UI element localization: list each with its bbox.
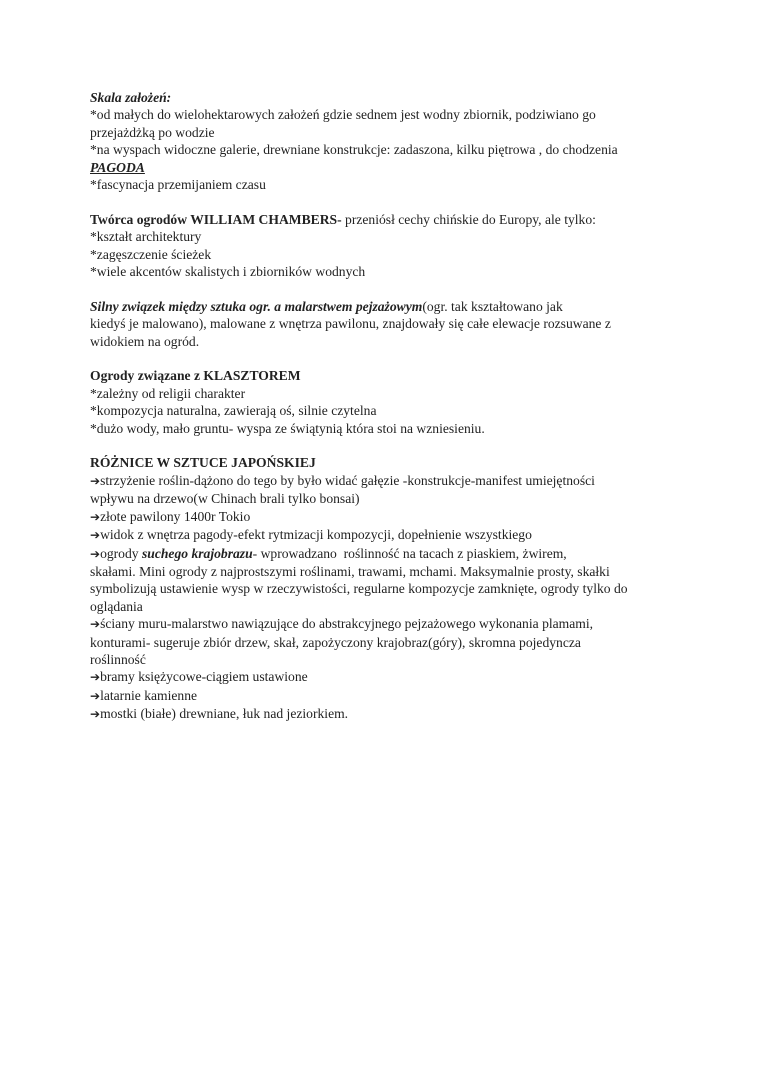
text-line: *kształt architektury — [90, 229, 202, 245]
paragraph-gap — [90, 193, 700, 210]
text-line: *zagęszczenie ścieżek — [90, 246, 212, 262]
list-item-text: mostki (białe) drewniane, łuk nad jeziorkiem. — [100, 706, 349, 722]
list-item — [90, 668, 700, 686]
text-line: kiedyś je malowano), malowane z wnętrza pawilonu, znajdowały się całe elewacje rozsuwane z — [90, 316, 611, 332]
list-item-text: latarnie kamienne — [100, 687, 198, 703]
text-line: oglądania — [90, 598, 143, 614]
arrow-icon: ➔ — [90, 546, 101, 561]
arrow-icon: ➔ — [90, 528, 101, 543]
section-monastery — [90, 367, 700, 437]
text-line: *wiele akcentów skalistych i zbiorników wodnych — [90, 264, 366, 280]
text-line: symbolizują ustawienie wysp w rzeczywistości, regularne kompozycje zamknięte, ogrody tylko do — [90, 581, 628, 597]
heading-rest: (ogr. tak kształtowano jak — [422, 298, 563, 314]
text-line: *dużo wody, mało gruntu- wyspa ze świątynią która stoi na wzniesieniu. — [90, 420, 485, 436]
list-item-text: ściany muru-malarstwo nawiązujące do abstrakcyjnego pejzażowego wykonania plamami, — [100, 616, 594, 632]
section-heading-line — [90, 298, 700, 315]
section-heading: Ogrody związane z KLASZTOREM — [90, 368, 301, 384]
arrow-icon: ➔ — [90, 688, 101, 703]
heading-rest: przeniósł cechy chińskie do Europy, ale tylko: — [341, 211, 596, 227]
list-item — [90, 687, 700, 705]
section-heading: Skala założeń: — [90, 90, 172, 105]
text-line: widokiem na ogród. — [90, 333, 200, 349]
arrow-icon: ➔ — [90, 707, 101, 722]
text-line: *na wyspach widoczne galerie, drewniane konstrukcje: zadaszona, kilku piętrowa , do chodzenia — [90, 142, 618, 158]
dry-landscape-term: suchego krajobrazu — [141, 545, 253, 561]
text-line: przejażdżką po wodzie — [90, 124, 215, 140]
list-item-text: ogrody — [100, 545, 142, 561]
section-heading-line — [90, 211, 700, 228]
paragraph-gap — [90, 350, 700, 367]
list-item — [90, 615, 700, 633]
text-line: skałami. Mini ogrody z najprostszymi roślinami, trawami, mchami. Maksymalnie prosty, skałki — [90, 563, 610, 579]
section-painting — [90, 298, 700, 350]
text-line: wpływu na drzewo(w Chinach brali tylko bonsai) — [90, 491, 360, 507]
paragraph-gap — [90, 437, 700, 454]
list-item-text: widok z wnętrza pagody-efekt rytmizacji kompozycji, dopełnienie wszystkiego — [100, 527, 532, 543]
arrow-icon: ➔ — [90, 670, 101, 685]
text-line: *kompozycja naturalna, zawierają oś, silnie czytelna — [90, 403, 377, 419]
section-chambers — [90, 211, 700, 281]
list-item-text: strzyżenie roślin-dążono do tego by było widać gałęzie -konstrukcje-manifest umiejętności — [100, 472, 595, 488]
list-item — [90, 705, 700, 723]
list-item — [90, 508, 700, 526]
pagoda-term: PAGODA — [90, 159, 145, 175]
section-heading: Silny związek między sztuka ogr. a malarstwem pejzażowym — [90, 298, 423, 314]
section-japanese-art — [90, 454, 700, 723]
text-line: *od małych do wielohektarowych założeń gdzie sednem jest wodny zbiornik, podziwiano go — [90, 107, 596, 123]
section-heading: Twórca ogrodów WILLIAM CHAMBERS- — [90, 211, 342, 227]
list-item — [90, 526, 700, 544]
text-line: *fascynacja przemijaniem czasu — [90, 177, 266, 193]
paragraph-gap — [90, 280, 700, 297]
text-line: konturami- sugeruje zbiór drzew, skał, zapożyczony krajobraz(góry), skromna pojedyncza — [90, 634, 581, 650]
arrow-icon: ➔ — [90, 509, 101, 524]
section-heading: RÓŻNICE W SZTUCE JAPOŃSKIEJ — [90, 455, 316, 471]
list-item — [90, 545, 700, 563]
list-item-text: - wprowadzano roślinność na tacach z piaskiem, żwirem, — [252, 545, 567, 561]
section-scale — [90, 89, 700, 193]
arrow-icon: ➔ — [90, 473, 101, 488]
list-item-text: bramy księżycowe-ciągiem ustawione — [100, 669, 308, 685]
list-item-text: złote pawilony 1400r Tokio — [100, 508, 251, 524]
text-line: *zależny od religii charakter — [90, 385, 246, 401]
arrow-icon: ➔ — [90, 617, 101, 632]
list-item — [90, 472, 700, 490]
text-line: roślinność — [90, 651, 146, 667]
